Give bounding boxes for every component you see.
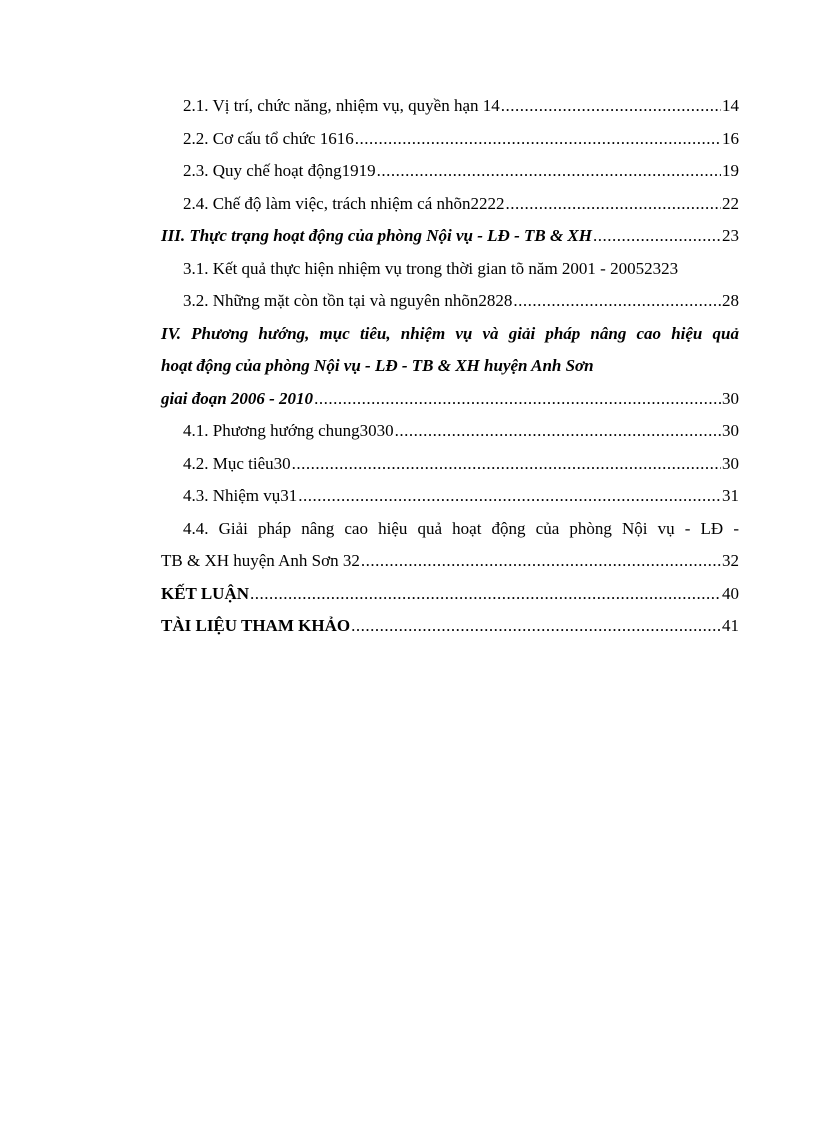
toc-entry-3-2 bbox=[161, 285, 739, 318]
toc-entry-title-continued: giai đoạn 2006 - 2010 bbox=[161, 388, 314, 408]
toc-entry-title: 4.4. Giải pháp nâng cao hiệu quả hoạt động của phòng Nội vụ - LĐ - bbox=[183, 518, 739, 538]
toc-entry-page: 30 bbox=[722, 453, 739, 473]
toc-entry-2-2 bbox=[161, 123, 739, 156]
dot-leader bbox=[314, 383, 721, 416]
toc-entry-page: 30 bbox=[722, 421, 739, 440]
toc-entry-page: 31 bbox=[722, 486, 739, 505]
dot-leader bbox=[351, 610, 721, 643]
toc-entry-title: 3.1. Kết quả thực hiện nhiệm vụ trong thời gian tõ năm 2001 - 20052323 bbox=[183, 258, 679, 278]
toc-entry-title-continued: hoạt động của phòng Nội vụ - LĐ - TB & XH huyện Anh Sơn bbox=[161, 356, 594, 375]
dot-leader bbox=[513, 285, 721, 318]
toc-entry-page: 32 bbox=[722, 551, 739, 570]
toc-entry-title: TÀI LIỆU THAM KHẢO bbox=[161, 616, 351, 635]
toc-entry-4-4-line1 bbox=[161, 513, 739, 546]
toc-entry-title: IV. Phương hướng, mục tiêu, nhiệm vụ và giải pháp nâng cao hiệu quả bbox=[161, 323, 739, 343]
toc-entry-4-2 bbox=[161, 448, 739, 481]
dot-leader bbox=[593, 220, 721, 253]
toc-entry-title: 2.4. Chế độ làm việc, trách nhiệm cá nhõn2222 bbox=[183, 193, 505, 213]
toc-entry-title: 3.2. Những mặt còn tồn tại và nguyên nhõn2828 bbox=[183, 291, 513, 310]
dot-leader bbox=[361, 545, 721, 578]
dot-leader bbox=[292, 448, 721, 481]
toc-entry-2-3 bbox=[161, 155, 739, 188]
toc-entry-title: 2.3. Quy chế hoạt động1919 bbox=[183, 161, 376, 180]
dot-leader bbox=[250, 578, 721, 611]
dot-leader bbox=[377, 155, 721, 188]
toc-entry-page: 23 bbox=[722, 226, 739, 245]
toc-entry-3-1 bbox=[161, 253, 739, 286]
toc-entry-title: 4.3. Nhiệm vụ31 bbox=[183, 486, 298, 505]
toc-entry-page: 16 bbox=[722, 128, 739, 148]
toc-entry-title: 4.1. Phương hướng chung3030 bbox=[183, 421, 394, 440]
toc-entry-title: KẾT LUẬN bbox=[161, 583, 250, 603]
toc-entry-page: 41 bbox=[722, 616, 739, 635]
toc-entry-page: 14 bbox=[722, 96, 739, 115]
dot-leader bbox=[395, 415, 721, 448]
toc-entry-page: 28 bbox=[722, 291, 739, 310]
toc-entry-4-3 bbox=[161, 480, 739, 513]
toc-entry-title: 2.2. Cơ cấu tổ chức 1616 bbox=[183, 128, 354, 148]
dot-leader bbox=[501, 90, 721, 123]
toc-entry-section-iv-line2 bbox=[161, 350, 739, 383]
toc-entry-references bbox=[161, 610, 739, 643]
toc-entry-conclusion bbox=[161, 578, 739, 611]
toc-entry-page: 22 bbox=[722, 193, 739, 213]
toc-entry-4-1 bbox=[161, 415, 739, 448]
toc-entry-title-continued: TB & XH huyện Anh Sơn 32 bbox=[161, 551, 360, 570]
toc-entry-section-iv-line1 bbox=[161, 318, 739, 351]
toc-entry-2-1 bbox=[161, 90, 739, 123]
toc-entry-section-iv-line3 bbox=[161, 383, 739, 416]
toc-entry-page: 40 bbox=[722, 583, 739, 603]
toc-entry-page: 30 bbox=[722, 388, 739, 408]
toc-entry-section-iii bbox=[161, 220, 739, 253]
dot-leader bbox=[506, 188, 722, 221]
dot-leader bbox=[298, 480, 721, 513]
toc-entry-title: 4.2. Mục tiêu30 bbox=[183, 453, 291, 473]
toc-entry-title: 2.1. Vị trí, chức năng, nhiệm vụ, quyền hạn 14 bbox=[183, 96, 500, 115]
toc-entry-4-4-line2 bbox=[161, 545, 739, 578]
toc-entry-page: 19 bbox=[722, 161, 739, 180]
table-of-contents bbox=[161, 90, 739, 643]
dot-leader bbox=[355, 123, 721, 156]
toc-entry-2-4 bbox=[161, 188, 739, 221]
toc-entry-title: III. Thực trạng hoạt động của phòng Nội vụ - LĐ - TB & XH bbox=[161, 226, 592, 245]
